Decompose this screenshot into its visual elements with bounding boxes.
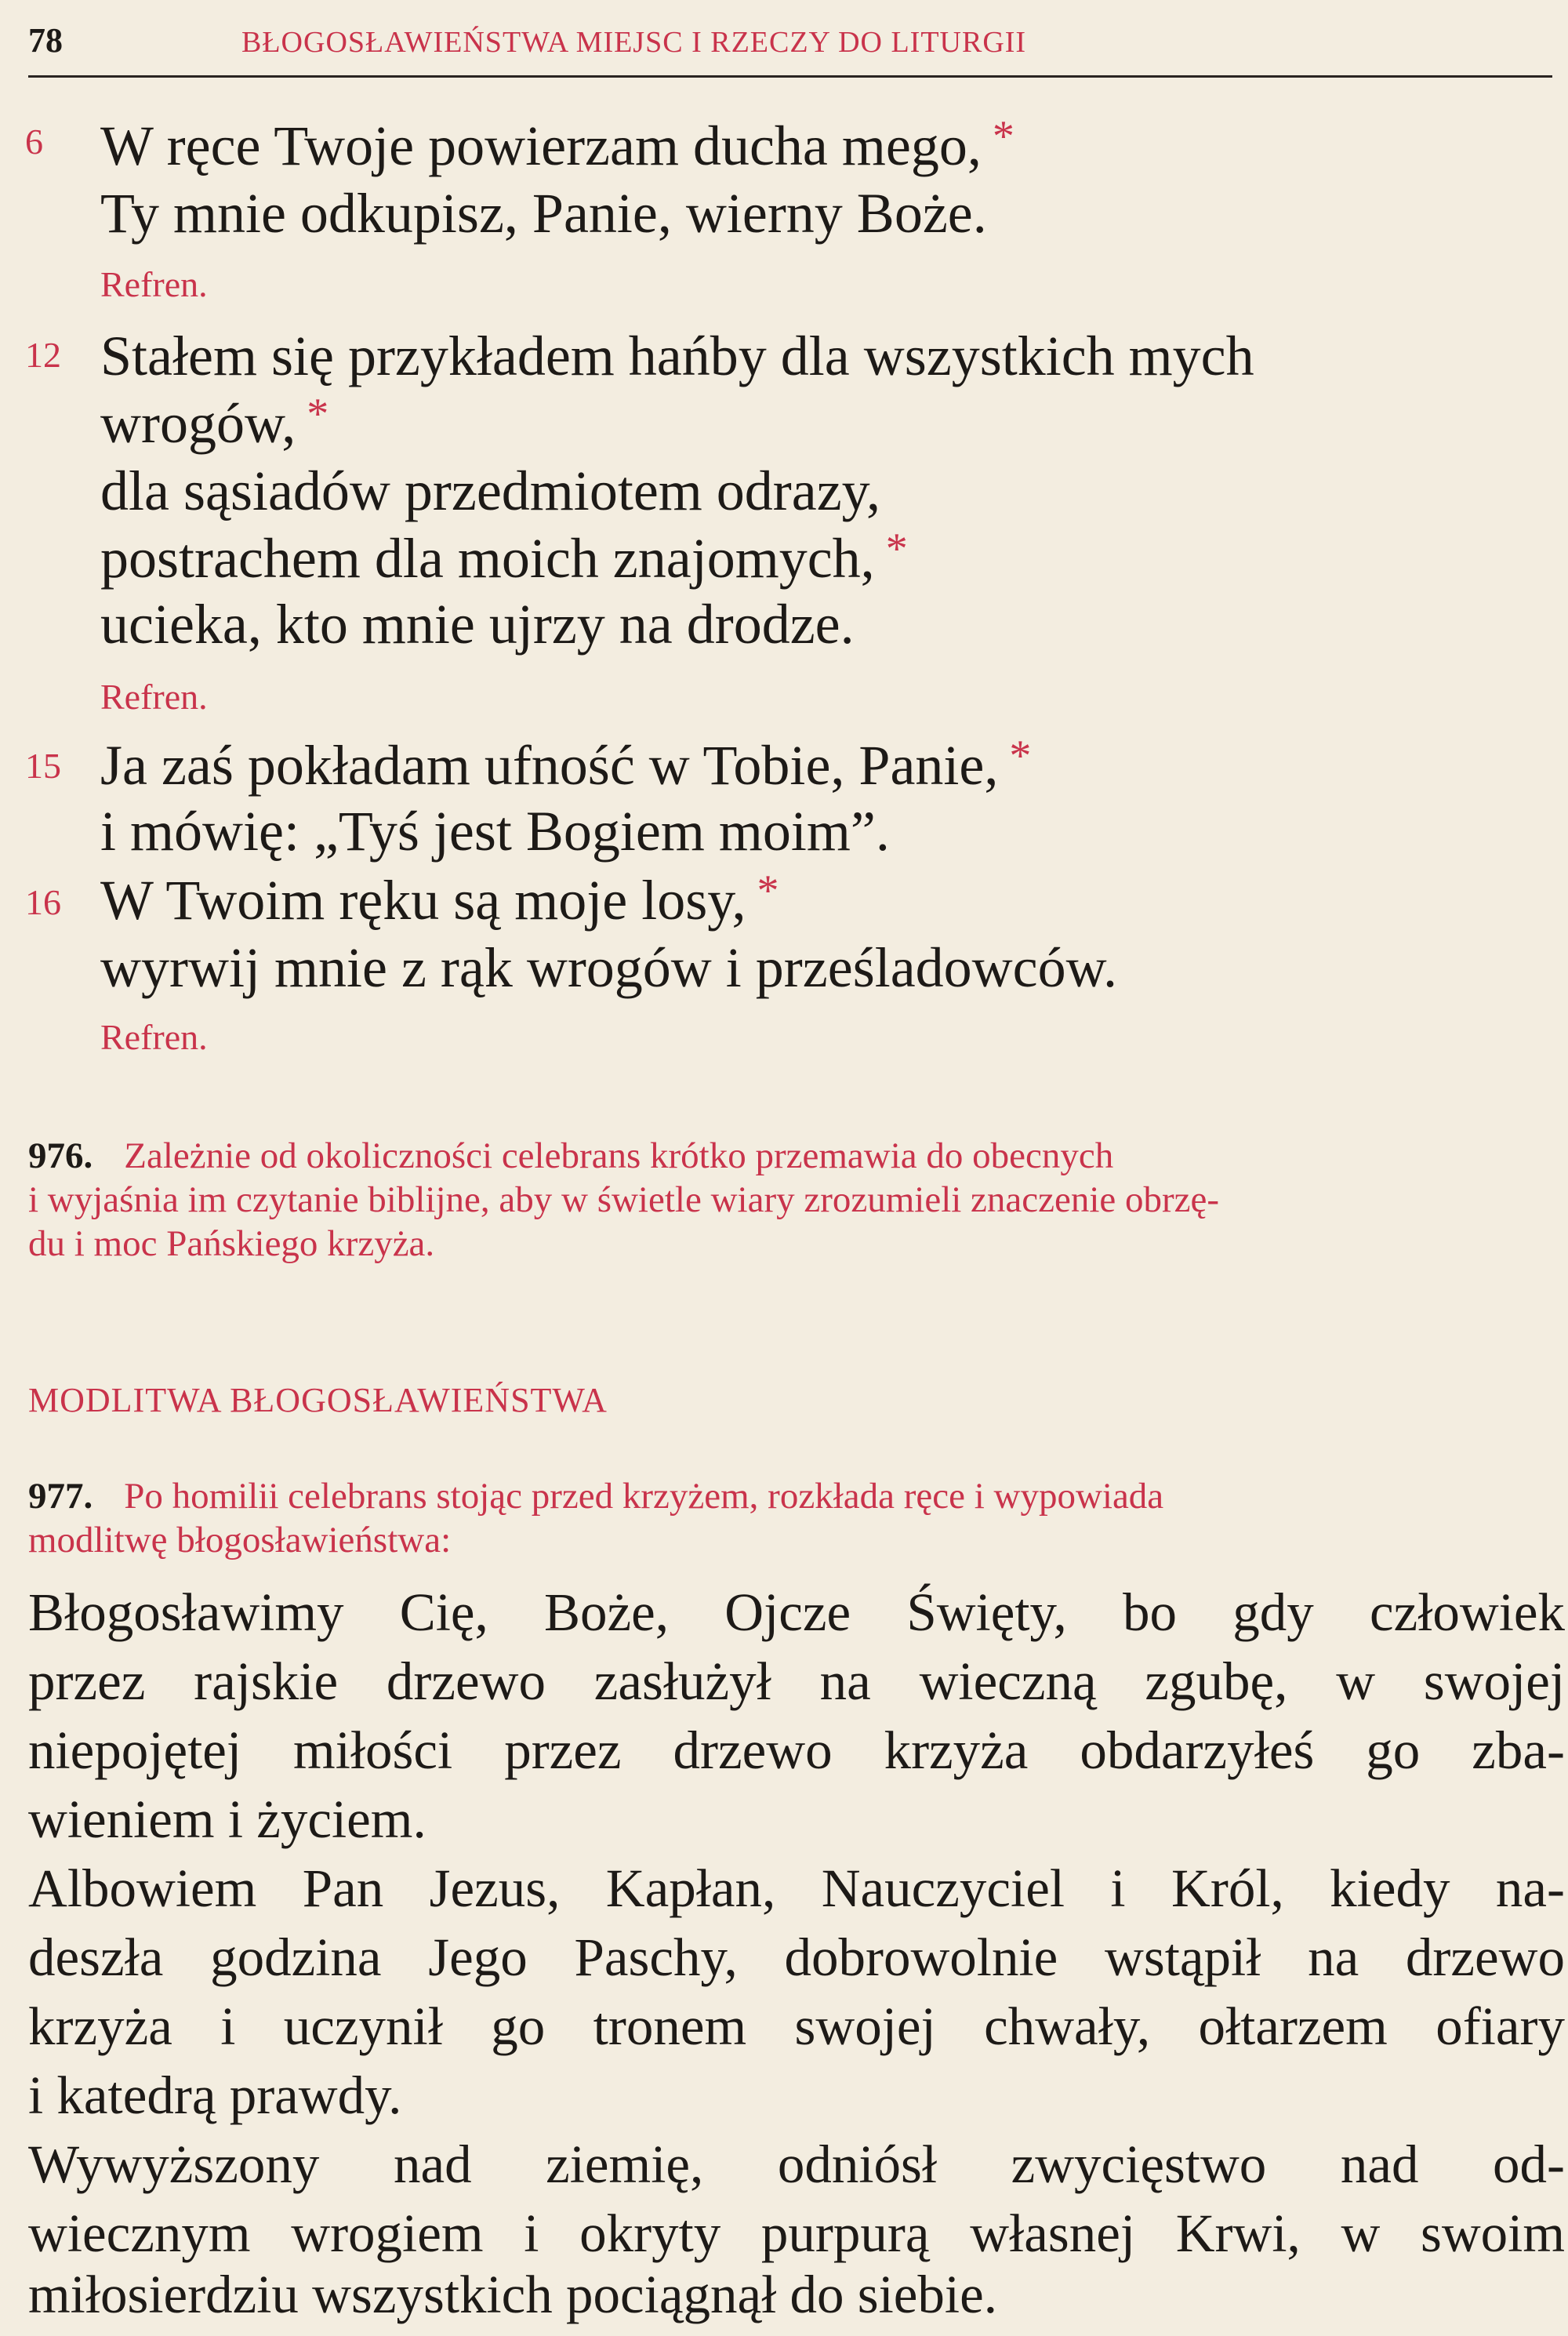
- running-title: BŁOGOSŁAWIEŃSTWA MIEJSC I RZECZY DO LITURGII: [241, 26, 1027, 59]
- prayer-line: wieniem i życiem.: [28, 1789, 426, 1849]
- asterisk-mark: *: [307, 390, 329, 438]
- asterisk-mark: *: [757, 866, 779, 915]
- page-number: 78: [28, 21, 63, 60]
- prayer-line: Albowiem Pan Jezus, Kapłan, Nauczyciel i Król, kiedy na-: [28, 1858, 1565, 1918]
- verse-number: 15: [25, 746, 61, 786]
- psalm-line: wrogów, *: [100, 390, 329, 455]
- prayer-line: i katedrą prawdy.: [28, 2065, 402, 2125]
- verse-number: 16: [25, 882, 61, 922]
- verse-number: 12: [25, 335, 61, 375]
- prayer-line: przez rajskie drzewo zasłużył na wieczną zgubę, w swojej: [28, 1651, 1565, 1711]
- prayer-line: miłosierdziu wszystkich pociągnął do siebie.: [28, 2265, 997, 2324]
- psalm-line: Ty mnie odkupisz, Panie, wierny Boże.: [100, 182, 987, 245]
- prayer-line: niepojętej miłości przez drzewo krzyża obdarzyłeś go zba-: [28, 1720, 1565, 1780]
- refrain-label: Refren.: [100, 1017, 208, 1057]
- prayer-line: Wywyższony nad ziemię, odniósł zwycięstwo nad od-: [28, 2134, 1565, 2194]
- psalm-line: postrachem dla moich znajomych, *: [100, 525, 908, 590]
- refrain-label: Refren.: [100, 264, 208, 304]
- psalm-line: Stałem się przykładem hańby dla wszystkich mych: [100, 325, 1254, 387]
- section-heading: MODLITWA BŁOGOSŁAWIEŃSTWA: [28, 1381, 608, 1419]
- refrain-label: Refren.: [100, 677, 208, 717]
- psalm-line: wyrwij mnie z rąk wrogów i prześladowców.: [100, 936, 1117, 999]
- psalm-line: ucieka, kto mnie ujrzy na drodze.: [100, 593, 855, 656]
- asterisk-mark: *: [885, 525, 908, 573]
- psalm-line: W Twoim ręku są moje losy, *: [100, 866, 779, 932]
- psalm-line: W ręce Twoje powierzam ducha mego, *: [100, 112, 1014, 177]
- prayer-line: deszła godzina Jego Paschy, dobrowolnie wstąpił na drzewo: [28, 1927, 1565, 1987]
- prayer-line: Błogosławimy Cię, Boże, Ojcze Święty, bo gdy człowiek: [28, 1582, 1565, 1642]
- psalm-line: Ja zaś pokładam ufność w Tobie, Panie, *: [100, 732, 1032, 797]
- asterisk-mark: *: [992, 112, 1014, 161]
- page-header: [28, 20, 1552, 78]
- psalm-line: i mówię: „Tyś jest Bogiem moim”.: [100, 800, 890, 863]
- psalm-line: dla sąsiadów przedmiotem odrazy,: [100, 460, 880, 522]
- paragraph-number: 976.: [28, 1135, 93, 1176]
- verse-number: 6: [25, 122, 43, 162]
- paragraph-number: 977.: [28, 1476, 93, 1517]
- prayer-line: krzyża i uczynił go tronem swojej chwały, ołtarzem ofiary: [28, 1996, 1565, 2056]
- asterisk-mark: *: [1009, 732, 1032, 780]
- rubric-paragraph-977: 977. Po homilii celebrans stojąc przed krzyżem, rozkłada ręce i wypowiada modlitwę błogosławieństwa:: [28, 1476, 1164, 1560]
- prayer-line: wiecznym wrogiem i okryty purpurą własnej Krwi, w swoim: [28, 2203, 1565, 2263]
- rubric-paragraph-976: 976. Zależnie od okoliczności celebrans krótko przemawia do obecnych i wyjaśnia im czytanie biblijne, aby w świetle wiary zrozumieli znaczenie obrzę- du i moc Pańskiego krzyża.: [28, 1135, 1220, 1264]
